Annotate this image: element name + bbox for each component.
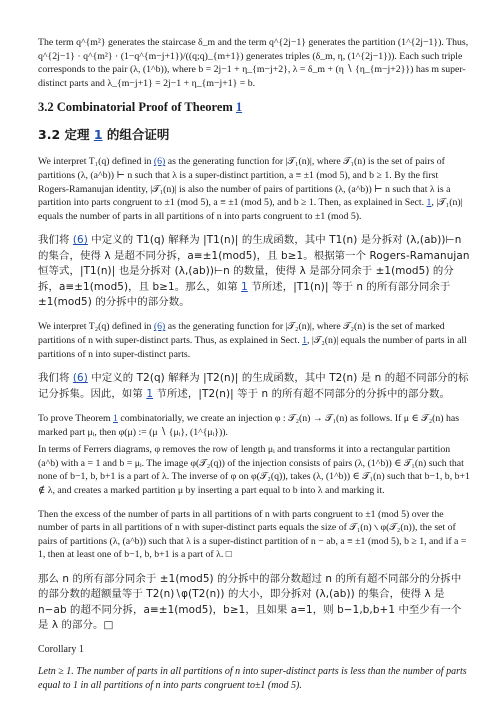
paragraph-staircase: The term q^{m²} generates the staircase δ_m and the term q^{2j−1} generates the partition (1^{2j−1}). Thus, q^{2j−1} · q^{m²} · (1−q^{m−j+1})/((q;q)_{m+1}) generates triples (δ_m, η, (1^{2j−1})). Each such triple corresponds to the pair (λ, (1^b)), where b = 2j−1 + η_{m−j+2}, λ = δ_m + (η ∖ {η_{m−j+2}}) has m super-distinct parts and λ_{m−j+1} = 2j−1 + η_{m−j+1} = b.: [38, 37, 469, 89]
equation-link[interactable]: (6): [72, 372, 88, 385]
theorem-link-zh[interactable]: 1: [93, 127, 103, 143]
equation-link[interactable]: (6): [153, 156, 166, 168]
corollary-statement: Letn ≥ 1. The number of parts in all partitions of n into super-distinct parts is less than the number of parts equal to 1 in all partitions of n into parts congruent to±1 (mod 5).: [38, 665, 467, 691]
section-heading-zh: [38, 125, 470, 143]
text: , |𝒯₁(n)| equals the number of parts in all partitions of n into parts congruent to ±1 (mod 5).: [38, 197, 463, 222]
section-link[interactable]: 1: [302, 334, 308, 346]
equation-link[interactable]: (6): [153, 321, 166, 333]
text: We interpret T₂(q) defined in: [38, 321, 154, 333]
theorem-link[interactable]: 1: [113, 412, 118, 424]
corollary-label: Corollary 1: [38, 643, 84, 655]
heading-zh-text-after: 的组合证明: [102, 127, 170, 143]
paragraph-excess-zh: 那么 n 的所有部分同余于 ±1(mod5) 的分拆中的部分数超过 n 的所有超不同部分的分拆中的部分数的超额量等于 T2(n)∖φ(T2(n)) 的大小，即分拆对 (λ,(ab)) 的集合，使得 λ 是 n−ab 的超不同分拆，a≡±1(mod5)，b≥1，且如果 a=1，则 b−1,b,b+1 中至少有一个是 λ 的部分。□: [38, 572, 462, 632]
text: 中定义的 T2(q) 解释为 |T2(n)| 的生成函数，其中 T2(n) 是 n 的超不同部分的标记分拆集。因此，如第: [38, 372, 469, 400]
text: 中定义的 T1(q) 解释为 |T1(n)| 的生成函数，其中 T1(n) 是分拆对 (λ,(ab))⊢n 的集合，使得 λ 是超不同分拆，a≡±1(mod5)，且 b≥1。根据第一个 Rogers-Ramanujan 恒等式，|T1(n)| 也是分拆对 (λ,(ab))⊢n 的数量，使得 λ 是部分同余于 ±1(mod5) 的分拆，a≡±1(mod5)，且 b≥1。那么，如第: [38, 234, 470, 293]
paragraph-t1: [38, 155, 470, 223]
equation-link[interactable]: (6): [72, 234, 88, 247]
paragraph-injection: [38, 412, 470, 439]
section-link[interactable]: 1: [146, 387, 154, 400]
text: To prove Theorem: [38, 412, 114, 424]
text: 我们将: [38, 372, 73, 385]
text: We interpret T₁(q) defined in: [38, 156, 154, 168]
heading-zh-text-before: 3.2 定理: [38, 127, 94, 143]
section-heading-en: [38, 100, 470, 115]
text: as the generating function for |𝒯₂(n)|, where 𝒯₂(n) is the set of marked partitions of n with super-distinct parts. Thus, as explained in Sect.: [38, 321, 445, 346]
text: , |𝒯₂(n)| equals the number of parts in all partitions of n into super-distinct parts.: [38, 334, 467, 360]
text: 我们将: [38, 234, 73, 247]
paragraph-ferrers: In terms of Ferrers diagrams, φ removes the row of length μᵢ and transforms it into a rectangular partition (a^b) with a = 1 and b = μᵢ. The image φ(𝒯₂(q)) of the injection consists of pairs (λ, (1^b)) ∈ 𝒯₁(n) such that none of b−1, b, b+1 is a part of λ. The inverse of φ on φ(𝒯₂(q)), takes (λ, (1^b)) ∈ 𝒯₁(n) such that b−1, b, b+1 ∉ λ, and creates a marked partition μ by inserting a part equal to b into λ and marking it.: [38, 444, 470, 496]
paragraph-t1-zh: [38, 233, 470, 310]
section-link[interactable]: 1: [241, 280, 248, 293]
theorem-link[interactable]: 1: [235, 100, 243, 115]
paragraph-excess: Then the excess of the number of parts in all partitions of n with parts congruent to ±1 (mod 5) over the number of parts in all partitions of n with super-distinct parts equals the size of 𝒯₁(n) ∖ φ(𝒯₂(n)), the set of pairs of partitions (λ, (a^b)) such that λ is a super-distinct partition of n − ab, a ≡ ±1 (mod 5), b ≥ 1, and if a = 1, then at least one of b−1, b, b+1 is a part of λ. □: [38, 508, 467, 561]
section-link[interactable]: 1: [426, 197, 432, 209]
text: 节所述，|T2(n)| 等于 n 的所有超不同部分的分拆中的部分数。: [153, 387, 450, 400]
text: as the generating function for |𝒯₁(n)|, where 𝒯₁(n) is the set of pairs of partitions (λ, (a^b)) ⊢ n such that λ is a super-distinct partition, a ≡ ±1 (mod 5), and b ≥ 1. By the first Rogers-Ramanujan identity, |𝒯₁(n)| is also the number of pairs of partitions (λ, (a^b)) ⊢ n such that λ is a partition into parts congruent to ±1 (mod 5), a ≡ ±1 (mod 5), and b ≥ 1. Then, as explained in Sect.: [38, 156, 451, 209]
text: combinatorially, we create an injection φ : 𝒯₂(n) → 𝒯₁(n) as follows. If μ ∈ 𝒯₂(n) has marked part μᵢ, then φ(μ) := (μ ∖ {μᵢ}, (1^{μᵢ})).: [38, 412, 460, 438]
paragraph-t2-zh: [38, 371, 470, 402]
heading-en-text: 3.2 Combinatorial Proof of Theorem: [38, 100, 236, 115]
text: 节所述，|T1(n)| 等于 n 的所有部分同余于 ±1(mod5) 的分拆中的部分数。: [38, 280, 451, 308]
paragraph-t2: [38, 320, 470, 361]
